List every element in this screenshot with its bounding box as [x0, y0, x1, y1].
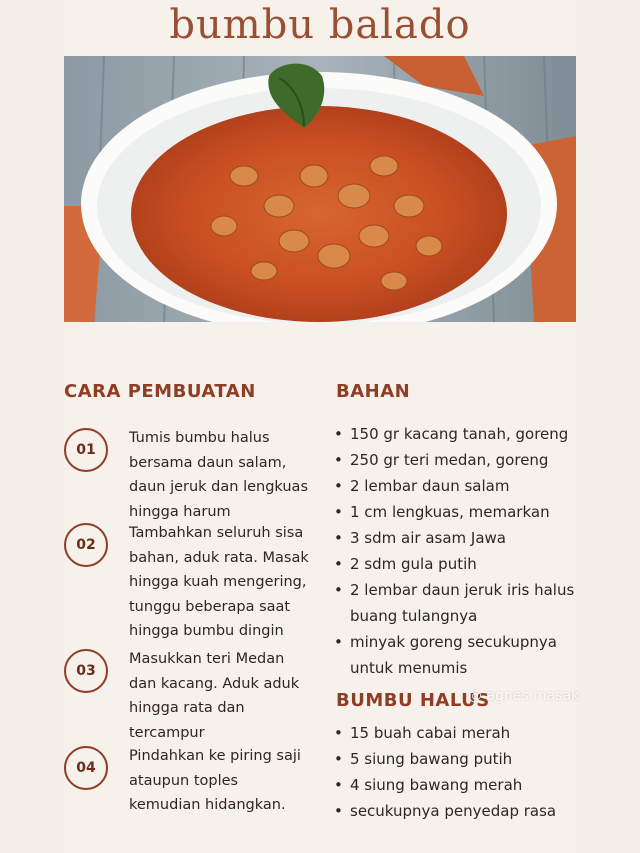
list-item: • 1 cm lengkuas, memarkan: [334, 499, 579, 525]
list-item: • secukupnya penyedap rasa: [334, 798, 579, 824]
bumbu-heading: BUMBU HALUS: [336, 690, 490, 711]
step-number: 02: [64, 523, 108, 567]
list-item: • 2 lembar daun salam: [334, 473, 579, 499]
step-text: Tumis bumbu halus bersama daun salam, daun jeruk dan lengkuas hingga harum: [129, 430, 308, 520]
list-item: • 5 siung bawang putih: [334, 746, 579, 772]
list-item: • 250 gr teri medan, goreng: [334, 447, 579, 473]
list-item: • 2 lembar daun jeruk iris halus buang tulangnya: [334, 577, 579, 629]
step-text: Masukkan teri Medan dan kacang. Aduk aduk hingga rata dan tercampur: [129, 651, 300, 741]
dish-photo: [64, 56, 576, 322]
cara-heading: CARA PEMBUATAN: [64, 381, 256, 402]
bahan-heading: BAHAN: [336, 381, 411, 402]
list-item: • 2 sdm gula putih: [334, 551, 579, 577]
list-item: • 15 buah cabai merah: [334, 720, 579, 746]
step-text: Pindahkan ke piring saji ataupun toples kemudian hidangkan.: [129, 748, 301, 813]
list-item: • 150 gr kacang tanah, goreng: [334, 421, 579, 447]
bumbu-list: [334, 720, 579, 824]
list-item: • 4 siung bawang merah: [334, 772, 579, 798]
step-text: Tambahkan seluruh sisa bahan, aduk rata. Masak hingga kuah mengering, tunggu beberapa saat hingga bumbu dingin: [129, 525, 309, 639]
bahan-list: [334, 421, 579, 681]
step-number: 03: [64, 649, 108, 693]
step-number: 04: [64, 746, 108, 790]
watermark: @ agnes.masak: [468, 688, 580, 704]
list-item: • 3 sdm air asam Jawa: [334, 525, 579, 551]
list-item: • minyak goreng secukupnya untuk menumis: [334, 629, 579, 681]
page-title: bumbu balado: [169, 2, 471, 48]
step-number: 01: [64, 428, 108, 472]
